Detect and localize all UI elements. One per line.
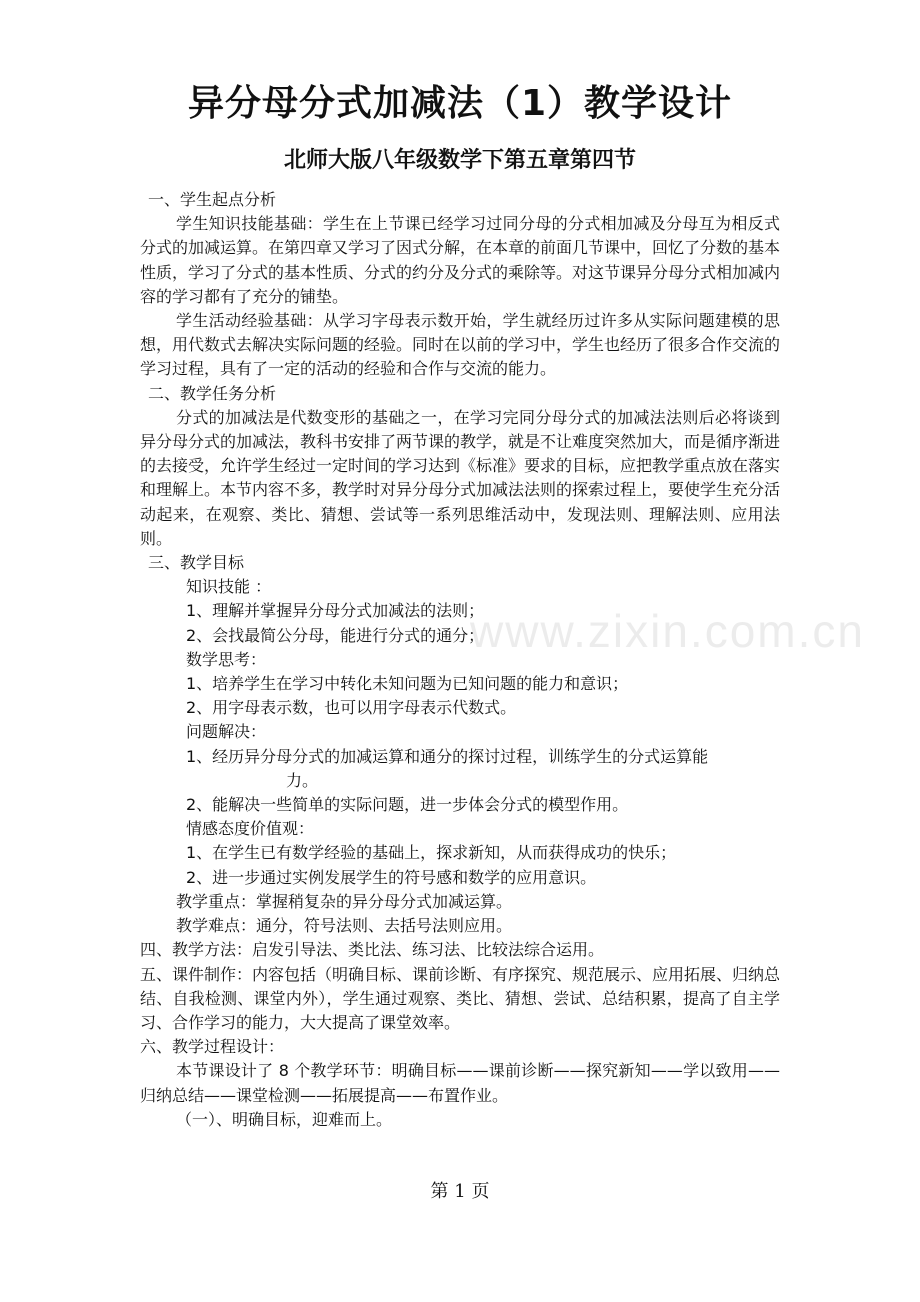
paragraph: 学生活动经验基础：从学习字母表示数开始，学生就经历过许多从实际问题建模的思想，用代数式去解决实际问题的经验。同时在以前的学习中，学生也经历了很多合作交流的学习过程，具有了一定的活动的经验和合作与交流的能力。	[140, 311, 781, 379]
paragraph: （一）、明确目标，迎难而上。	[176, 1109, 393, 1129]
list-item	[140, 745, 780, 793]
document-title: 异分母分式加减法（1）教学设计	[187, 83, 733, 124]
document-body	[140, 188, 780, 1132]
subheading: 问题解决：	[186, 722, 267, 742]
list-item-continuation: 力。	[286, 770, 319, 790]
page-footer: 第 1 页	[430, 1181, 490, 1202]
paragraph: 本节课设计了 8 个教学环节：明确目标——课前诊断——探究新知——学以致用——归纳总结——课堂检测——拓展提高——布置作业。	[140, 1061, 780, 1105]
section-heading: 一、学生起点分析	[148, 190, 277, 209]
list-item-text: 1、经历异分母分式的加减运算和通分的探讨过程，训练学生的分式运算能	[186, 746, 709, 766]
subheading: 数学思考：	[186, 649, 267, 669]
section-heading: 六、教学过程设计：	[140, 1037, 285, 1057]
section-heading: 三、教学目标	[148, 553, 245, 573]
list-item: 1、在学生已有数学经验的基础上，探求新知，从而获得成功的快乐；	[186, 843, 677, 863]
subheading: 情感态度价值观：	[186, 819, 315, 839]
list-item: 2、用字母表示数，也可以用字母表示代数式。	[186, 698, 517, 718]
section-heading: 四、教学方法：启发引导法、类比法、练习法、比较法综合运用。	[140, 940, 605, 960]
paragraph: 分式的加减法是代数变形的基础之一，在学习完同分母分式的加减法法则后必将谈到异分母分式的加减法，教科书安排了两节课的教学，就是不让难度突然加大，而是循序渐进的去接受，允许学生经过一定时间的学习达到《标准》要求的目标，应把教学重点放在落实和理解上。本节内容不多，教学时对异分母分式加减法法则的探索过程上，要使学生充分活动起来，在观察、类比、猜想、尝试等一系列思维活动中，发现法则、理解法则、应用法则。	[140, 407, 781, 548]
section-heading: 二、教学任务分析	[148, 383, 277, 403]
list-item: 1、理解并掌握异分母分式加减法的法则；	[186, 601, 485, 621]
subheading: 知识技能 ：	[186, 577, 272, 597]
list-item: 2、能解决一些简单的实际问题，进一步体会分式的模型作用。	[186, 795, 629, 815]
document-subtitle: 北师大版八年级数学下第五章第四节	[283, 148, 636, 173]
watermark: www.zixin.com.cn	[470, 605, 865, 657]
difficulty-point: 教学难点：通分，符号法则、去括号法则应用。	[176, 916, 513, 936]
list-item: 2、进一步通过实例发展学生的符号感和数学的应用意识。	[186, 867, 597, 887]
list-item: 1、培养学生在学习中转化未知问题为已知问题的能力和意识；	[186, 674, 629, 694]
section-paragraph: 五、课件制作：内容包括（明确目标、课前诊断、有序探究、规范展示、应用拓展、归纳总结、自我检测、课堂内外），学生通过观察、类比、猜想、尝试、总结积累，提高了自主学习、合作学习的能力，大大提高了课堂效率。	[140, 964, 781, 1032]
key-point: 教学重点：掌握稍复杂的异分母分式加减运算。	[176, 891, 513, 911]
list-item: 2、会找最简公分母，能进行分式的通分；	[186, 625, 485, 645]
paragraph: 学生知识技能基础：学生在上节课已经学习过同分母的分式相加减及分母互为相反式分式的加减运算。在第四章又学习了因式分解，在本章的前面几节课中，回忆了分数的基本性质，学习了分式的基本性质、分式的约分及分式的乘除等。对这节课异分母分式相加减内容的学习都有了充分的铺垫。	[140, 214, 781, 306]
